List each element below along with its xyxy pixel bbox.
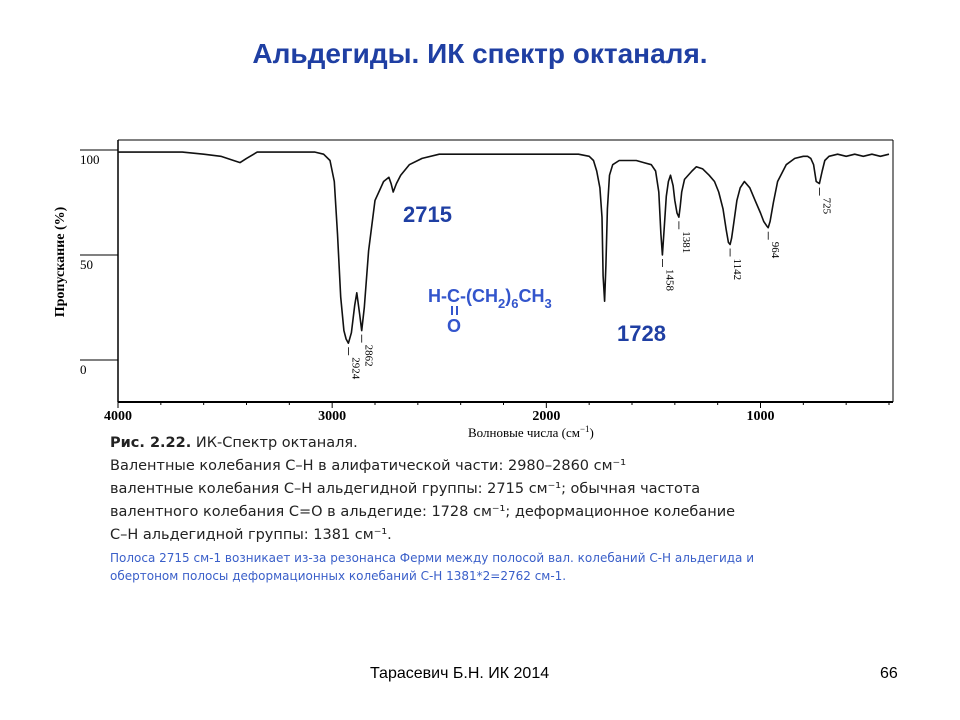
peak-2715-annotation: 2715 (403, 202, 452, 227)
octanal-formula: $H-C-(CH_2)_6CH_3$ (428, 286, 552, 311)
caption-line: валентные колебания C–H альдегидной группы: 2715 см⁻¹; обычная частота (110, 481, 701, 497)
x-tick-label: 2000 (532, 409, 561, 424)
note-line: обертоном полосы деформационных колебаний С-Н 1381*2=2762 см-1. (110, 569, 567, 583)
y-tick-label: 100 (80, 152, 100, 167)
peak-label: 1458 (663, 269, 676, 291)
page-number: 66 (880, 665, 898, 682)
peak-label: 1142 (731, 258, 744, 281)
x-tick-label: 1000 (746, 409, 775, 424)
caption-line: Валентные колебания C–H в алифатической части: 2980–2860 см⁻¹ (110, 458, 627, 474)
peak-label: 964 (769, 241, 782, 259)
caption-line: C–H альдегидной группы: 1381 см⁻¹. (110, 527, 392, 543)
note-line: Полоса 2715 см-1 возникает из-за резонанса Ферми между полосой вал. колебаний С-Н альдегида и (110, 551, 755, 565)
y-tick-label: 50 (80, 257, 93, 272)
peak-label: 2862 (362, 344, 375, 367)
x-tick-label: 3000 (318, 409, 347, 424)
figure-caption (110, 432, 850, 547)
caption-title-line: Рис. 2.22. ИК-Спектр октаналя. (110, 435, 358, 451)
x-axis-label: Волновые числа $(см^{-1})$ (468, 424, 594, 440)
x-tick-label: 4000 (104, 409, 132, 424)
formula-oxygen: O (447, 316, 462, 336)
peak-1728-annotation: 1728 (617, 321, 666, 346)
caption-line: валентного колебания C=O в альдегиде: 1728 см⁻¹; деформационное колебание (110, 504, 736, 520)
slide-title: Альдегиды. ИК спектр октаналя. (252, 38, 708, 69)
fermi-resonance-note (110, 549, 870, 585)
y-tick-label: 0 (80, 362, 87, 377)
y-axis-label: Пропускание (%) (53, 206, 68, 318)
peak-label: 725 (820, 197, 833, 215)
peak-label: 2924 (349, 357, 362, 380)
footer-author: Тарасевич Б.Н. ИК 2014 (370, 665, 550, 682)
peak-label: 1381 (679, 231, 692, 254)
